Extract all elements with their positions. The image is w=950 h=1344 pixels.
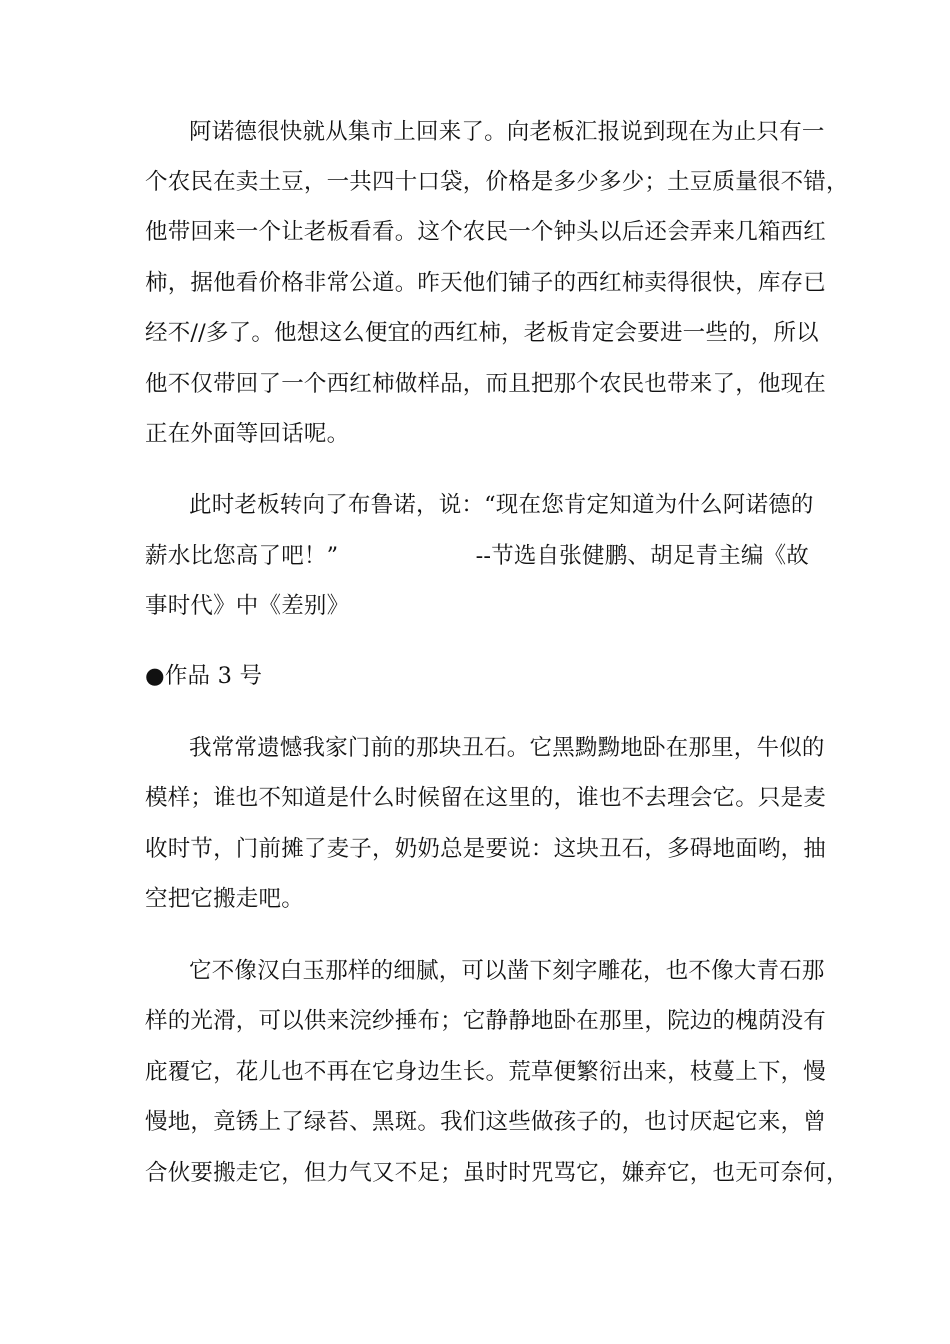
text-line: 样的光滑，可以供来浣纱捶布；它静静地卧在那里，院边的槐荫没有 [145,1008,827,1034]
text-line: 个农民在卖土豆，一共四十口袋，价格是多少多少；土豆质量很不错， [145,169,849,195]
text-line: 柿，据他看价格非常公道。昨天他们铺子的西红柿卖得很快，库存已 [145,270,827,296]
text-line: 经不//多了。他想这么便宜的西红柿，老板肯定会要进一些的，所以 [145,320,819,346]
text-line: 他不仅带回了一个西红柿做样品，而且把那个农民也带来了，他现在 [145,371,827,397]
text-line: 正在外面等回话呢。 [145,421,350,447]
section-heading: ●作品 3 号 [145,663,263,689]
text-line: 阿诺德很快就从集市上回来了。向老板汇报说到现在为止只有一 [189,119,825,145]
quote-end: 薪水比您高了吧！” [145,543,339,569]
text-line: 事时代》中《差别》 [145,593,350,619]
text-line: 他带回来一个让老板看看。这个农民一个钟头以后还会弄来几箱西红 [145,219,827,245]
text-line: 空把它搬走吧。 [145,886,304,912]
text-line: 慢地，竟锈上了绿苔、黑斑。我们这些做孩子的，也讨厌起它来，曾 [145,1109,827,1135]
text-line: 收时节，门前摊了麦子，奶奶总是要说：这块丑石，多碍地面哟，抽 [145,836,827,862]
text-line: 我常常遗憾我家门前的那块丑石。它黑黝黝地卧在那里，牛似的 [189,735,825,761]
text-line [145,536,809,576]
text-line: 模样；谁也不知道是什么时候留在这里的，谁也不去理会它。只是麦 [145,785,827,811]
text-line: 它不像汉白玉那样的细腻，可以凿下刻字雕花，也不像大青石那 [189,958,825,984]
source-citation: --节选自张健鹏、胡足青主编《故 [475,543,809,569]
text-line: 合伙要搬走它，但力气又不足；虽时时咒骂它，嫌弃它，也无可奈何， [145,1160,849,1186]
text-line: 庇覆它，花儿也不再在它身边生长。荒草便繁衍出来，枝蔓上下，慢 [145,1059,827,1085]
text-line: 此时老板转向了布鲁诺，说：“现在您肯定知道为什么阿诺德的 [189,492,814,518]
